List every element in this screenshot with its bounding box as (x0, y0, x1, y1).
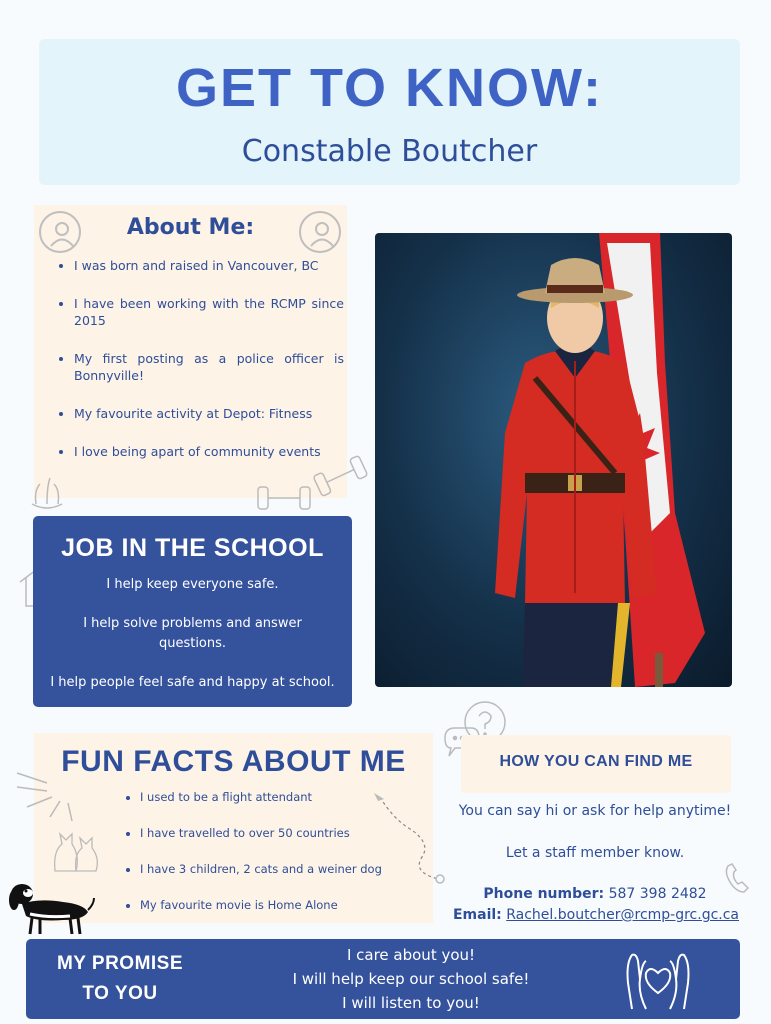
promise-title-line: TO YOU (82, 983, 158, 1004)
list-item: • My favourite activity at Depot: Fitness (74, 405, 344, 422)
job-line: I help people feel safe and happy at school. (50, 675, 335, 690)
find-me-line: Let a staff member know. (505, 845, 685, 861)
promise-line: I care about you! (346, 946, 476, 964)
phone-row (440, 886, 750, 902)
page-subtitle: Constable Boutcher (241, 134, 538, 169)
job-line: I help keep everyone safe. (106, 577, 279, 592)
promise-banner (26, 939, 740, 1019)
plane-path-doodle-icon (372, 787, 454, 887)
officer-photo (375, 233, 732, 687)
list-item: • I have been working with the RCMP since 2015 (74, 295, 344, 329)
phone-label: Phone number: (483, 886, 605, 902)
dumbbell-icon (255, 455, 370, 515)
plant-doodle-icon (26, 470, 68, 512)
about-me-list (58, 257, 344, 481)
find-me-banner (461, 735, 731, 793)
list-item: • My first posting as a police officer is Bonnyville! (74, 350, 344, 384)
list-item: • I have 3 children, 2 cats and a weiner dog (140, 861, 382, 878)
email-link[interactable]: Rachel.boutcher@rcmp-grc.gc.ca (506, 907, 740, 923)
promise-line: I will help keep our school safe! (292, 970, 530, 988)
cats-icon (50, 826, 102, 876)
list-item: • I have travelled to over 50 countries (140, 825, 382, 842)
find-me-line: You can say hi or ask for help anytime! (458, 803, 732, 819)
dog-icon (8, 878, 96, 940)
job-title: JOB IN THE SCHOOL (61, 534, 324, 562)
email-row (436, 907, 756, 923)
list-item: • I used to be a flight attendant (140, 789, 382, 806)
header-banner (39, 39, 740, 185)
page-title: GET TO KNOW: (176, 58, 603, 118)
list-item: • My favourite movie is Home Alone (140, 897, 382, 914)
job-in-school-card (33, 516, 352, 707)
promise-title-line: MY PROMISE (56, 953, 184, 974)
fun-facts-list (124, 789, 382, 933)
job-line: I help solve problems and answer questions. (83, 616, 302, 651)
find-me-title: HOW YOU CAN FIND ME (499, 753, 693, 770)
fun-facts-title: FUN FACTS ABOUT ME (61, 745, 406, 778)
sunburst-doodle-icon (12, 765, 77, 825)
list-item: • I love being apart of community events (74, 443, 344, 460)
about-me-title: About Me: (126, 215, 255, 240)
promise-line: I will listen to you! (342, 994, 480, 1012)
phone-number[interactable]: 587 398 2482 (608, 886, 707, 902)
email-label: Email: (452, 907, 502, 923)
hands-heart-icon (620, 943, 696, 1015)
phone-icon (722, 862, 750, 896)
list-item: • I was born and raised in Vancouver, BC (74, 257, 344, 274)
